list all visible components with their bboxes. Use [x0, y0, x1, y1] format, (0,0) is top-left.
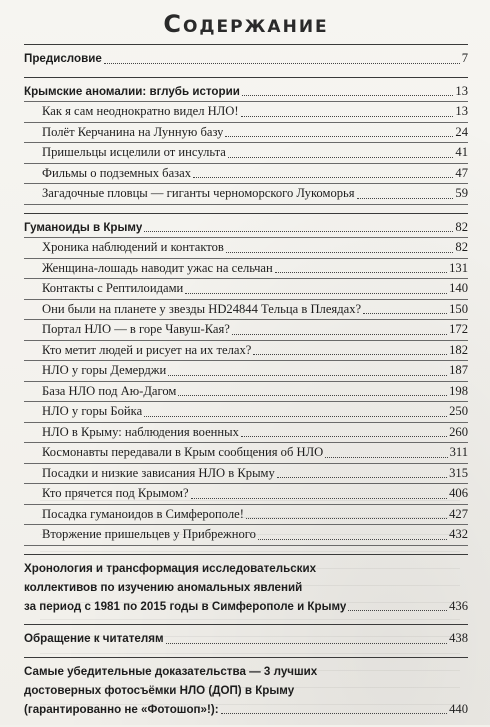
- toc-section: [24, 555, 468, 625]
- entry-title: НЛО в Крыму: наблюдения военных: [42, 423, 239, 443]
- page-number: 41: [455, 143, 468, 163]
- chapter-title-multiline: [24, 559, 468, 597]
- entry-title: НЛО у горы Бойка: [42, 402, 142, 422]
- chapter-title-line: Самые убедительные доказательства — 3 лучших: [24, 662, 468, 681]
- entry-title: НЛО у горы Демерджи: [42, 361, 166, 381]
- chapter-entry[interactable]: [24, 218, 468, 238]
- dot-leader: [226, 251, 454, 253]
- page-number: 406: [449, 484, 468, 504]
- entry-title: Как я сам неоднократно видел НЛО!: [42, 102, 239, 122]
- subsection-entry[interactable]: [24, 443, 468, 464]
- chapter-title-multiline: [24, 662, 468, 700]
- dot-leader: [228, 156, 454, 158]
- dot-leader: [253, 353, 447, 355]
- subsection-entry[interactable]: [24, 525, 468, 546]
- subsection-entry[interactable]: [24, 402, 468, 423]
- entry-title: (гарантированно не «Фотошоп»!):: [24, 700, 219, 720]
- entry-title: Фильмы о подземных базах: [42, 164, 191, 184]
- dot-leader: [275, 271, 447, 273]
- subsection-entry[interactable]: [24, 484, 468, 505]
- page-number: 432: [449, 525, 468, 545]
- page-number: 13: [455, 102, 468, 122]
- chapter-entry[interactable]: [24, 700, 468, 720]
- page-number: 140: [449, 279, 468, 299]
- chapter-title-line: достоверных фотосъёмки НЛО (ДОП) в Крыму: [24, 681, 468, 700]
- toc-section: [24, 78, 468, 213]
- subsection-entry[interactable]: [24, 300, 468, 321]
- dot-leader: [241, 115, 454, 117]
- subsection-entry[interactable]: [24, 238, 468, 259]
- dot-leader: [357, 197, 454, 199]
- dot-leader: [144, 230, 453, 232]
- chapter-entry[interactable]: [24, 49, 468, 69]
- dot-leader: [225, 135, 453, 137]
- dot-leader: [277, 476, 447, 478]
- chapter-entry[interactable]: [24, 597, 468, 617]
- dot-leader: [241, 435, 447, 437]
- entry-title: Пришельцы исцелили от инсульта: [42, 143, 226, 163]
- page-number: 7: [462, 49, 468, 69]
- entry-title: Гуманоиды в Крыму: [24, 218, 142, 238]
- chapter-title-line: коллективов по изучению аномальных явлений: [24, 578, 468, 597]
- page-number: 440: [449, 700, 468, 720]
- page-number: 82: [455, 238, 468, 258]
- entry-title: Кто метит людей и рисует на их телах?: [42, 341, 251, 361]
- page-number: 250: [449, 402, 468, 422]
- subsection-entry[interactable]: [24, 123, 468, 144]
- page-number: 427: [449, 505, 468, 525]
- page-number: 150: [449, 300, 468, 320]
- dot-leader: [325, 456, 447, 458]
- page-number: 182: [449, 341, 468, 361]
- chapter-entry[interactable]: [24, 629, 468, 649]
- page-number: 311: [450, 443, 468, 463]
- page-number: 13: [455, 82, 468, 102]
- dot-leader: [191, 497, 447, 499]
- entry-title: Космонавты передавали в Крым сообщения об НЛО: [42, 443, 323, 463]
- subsection-entry[interactable]: [24, 361, 468, 382]
- subsection-entry[interactable]: [24, 505, 468, 526]
- dot-leader: [242, 94, 454, 96]
- page-number: 24: [455, 123, 468, 143]
- subsection-entry[interactable]: [24, 382, 468, 403]
- entry-title: Посадка гуманоидов в Симферополе!: [42, 505, 244, 525]
- page-number: 187: [449, 361, 468, 381]
- entry-title: Посадки и низкие зависания НЛО в Крыму: [42, 464, 275, 484]
- dot-leader: [185, 292, 447, 294]
- chapter-title-line: Хронология и трансформация исследовательских: [24, 559, 468, 578]
- page-number: 260: [449, 423, 468, 443]
- entry-title: Обращение к читателям: [24, 629, 164, 649]
- toc-section: [24, 45, 468, 77]
- page-number: 82: [455, 218, 468, 238]
- page-number: 315: [449, 464, 468, 484]
- toc-section: [24, 658, 468, 727]
- page-number: 47: [455, 164, 468, 184]
- page-number: 436: [449, 597, 468, 617]
- dot-leader: [221, 712, 448, 714]
- dot-leader: [348, 609, 447, 611]
- toc-section: [24, 214, 468, 554]
- entry-title: Крымские аномалии: вглубь истории: [24, 82, 240, 102]
- subsection-entry[interactable]: [24, 164, 468, 185]
- subsection-entry[interactable]: [24, 143, 468, 164]
- dot-leader: [166, 642, 448, 644]
- dot-leader: [168, 374, 447, 376]
- dot-leader: [178, 394, 447, 396]
- entry-title: Предисловие: [24, 49, 102, 69]
- dot-leader: [232, 333, 447, 335]
- entry-title: за период с 1981 по 2015 годы в Симферополе и Крыму: [24, 597, 346, 617]
- toc-section: [24, 625, 468, 657]
- table-of-contents: [24, 44, 468, 727]
- page-number: 172: [449, 320, 468, 340]
- subsection-entry[interactable]: [24, 102, 468, 123]
- subsection-entry[interactable]: [24, 184, 468, 205]
- subsection-list: [24, 237, 468, 546]
- subsection-entry[interactable]: [24, 259, 468, 280]
- subsection-entry[interactable]: [24, 320, 468, 341]
- dot-leader: [258, 538, 447, 540]
- chapter-entry[interactable]: [24, 82, 468, 102]
- dot-leader: [246, 517, 447, 519]
- subsection-entry[interactable]: [24, 464, 468, 485]
- page-number: 131: [449, 259, 468, 279]
- page-number: 59: [455, 184, 468, 204]
- subsection-entry[interactable]: [24, 341, 468, 362]
- subsection-list: [24, 101, 468, 205]
- dot-leader: [363, 312, 447, 314]
- entry-title: Портал НЛО — в горе Чавуш-Кая?: [42, 320, 230, 340]
- subsection-entry[interactable]: [24, 279, 468, 300]
- entry-title: Загадочные пловцы — гиганты черноморского Лукоморья: [42, 184, 355, 204]
- dot-leader: [144, 415, 447, 417]
- subsection-entry[interactable]: [24, 423, 468, 444]
- entry-title: Женщина-лошадь наводит ужас на сельчан: [42, 259, 273, 279]
- entry-title: Вторжение пришельцев у Прибрежного: [42, 525, 256, 545]
- entry-title: Они были на планете у звезды HD24844 Тельца в Плеядах?: [42, 300, 361, 320]
- page-number: 198: [449, 382, 468, 402]
- page-number: 438: [449, 629, 468, 649]
- entry-title: Хроника наблюдений и контактов: [42, 238, 224, 258]
- dot-leader: [104, 62, 460, 64]
- dot-leader: [193, 176, 453, 178]
- entry-title: База НЛО под Аю-Дагом: [42, 382, 176, 402]
- page-title: Содержание: [24, 0, 468, 44]
- entry-title: Полёт Керчанина на Лунную базу: [42, 123, 223, 143]
- entry-title: Кто прячется под Крымом?: [42, 484, 189, 504]
- entry-title: Контакты с Рептилоидами: [42, 279, 183, 299]
